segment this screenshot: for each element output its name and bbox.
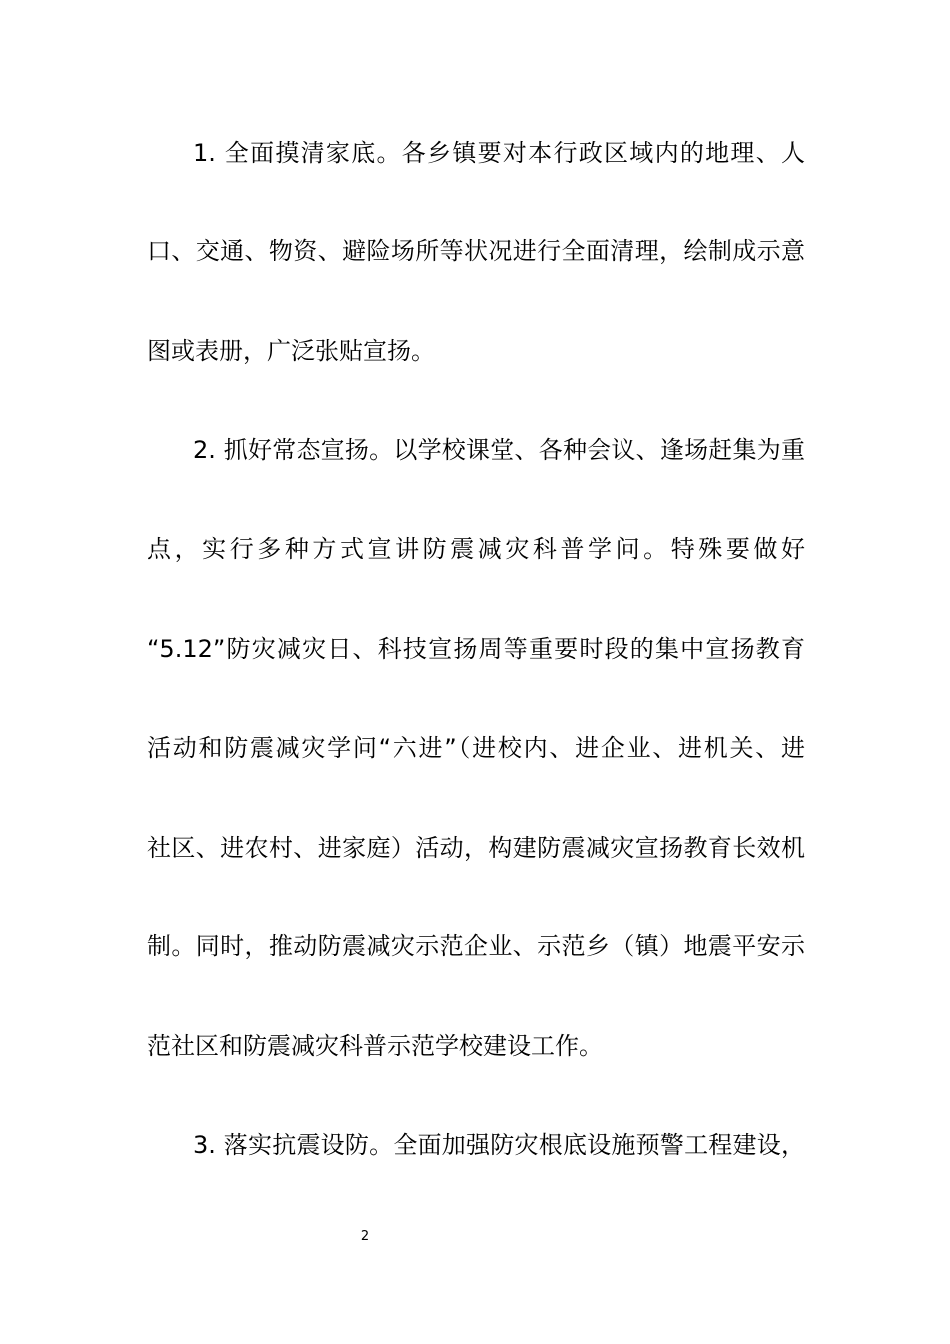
paragraph-3-line-1: 3. 落实抗震设防。全面加强防灾根底设施预警工程建设， — [193, 1131, 805, 1159]
paragraph-2-line-7: 范社区和防震减灾科普示范学校建设工作。 — [147, 1032, 603, 1060]
paragraph-2-line-4: 活动和防震减灾学问“六进”（进校内、进企业、进机关、进 — [147, 734, 805, 762]
paragraph-2-line-2: 点，实行多种方式宣讲防震减灾科普学问。特殊要做好 — [147, 535, 805, 563]
paragraph-2-line-6: 制。同时，推动防震减灾示范企业、示范乡（镇）地震平安示 — [147, 932, 805, 960]
paragraph-2-line-1: 2. 抓好常态宣扬。以学校课堂、各种会议、逢场赶集为重 — [193, 436, 805, 464]
paragraph-1-line-2: 口、交通、物资、避险场所等状况进行全面清理，绘制成示意 — [147, 237, 805, 265]
paragraph-1-line-1: 1. 全面摸清家底。各乡镇要对本行政区域内的地理、人 — [193, 139, 805, 167]
page-number: 2 — [360, 1229, 370, 1244]
paragraph-2-line-5: 社区、进农村、进家庭）活动，构建防震减灾宣扬教育长效机 — [147, 834, 805, 862]
paragraph-2-line-3: “5.12”防灾减灾日、科技宣扬周等重要时段的集中宣扬教育 — [147, 635, 805, 663]
paragraph-1-line-3: 图或表册，广泛张贴宣扬。 — [147, 337, 435, 365]
